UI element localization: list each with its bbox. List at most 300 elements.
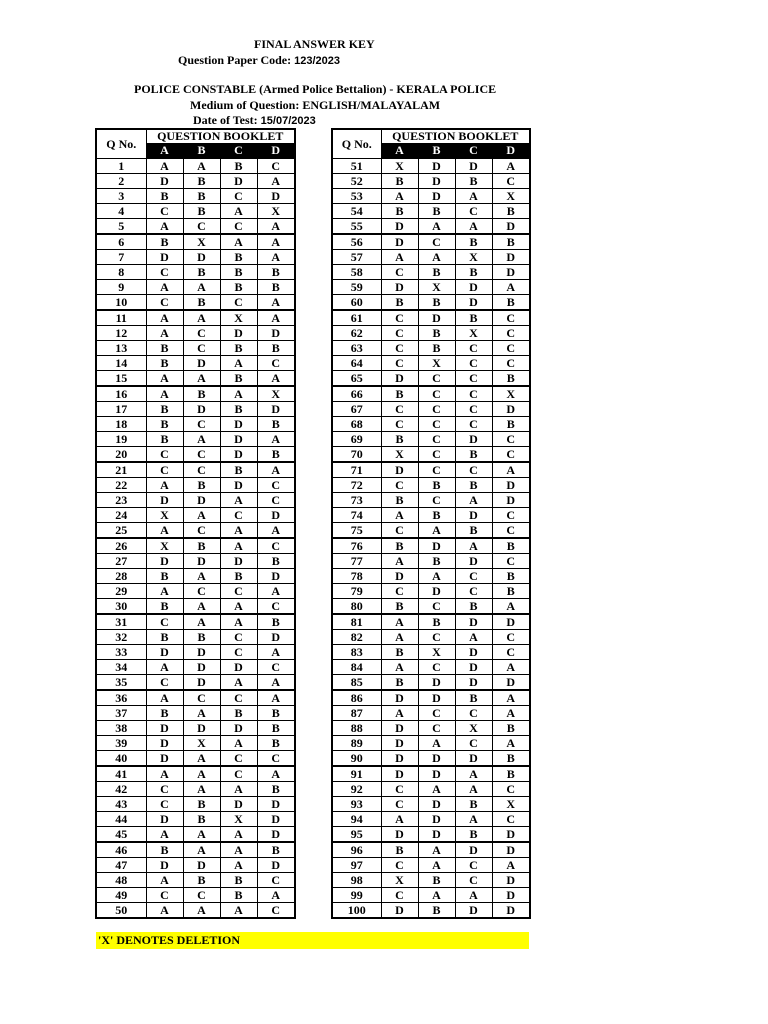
answer-cell-c: C [220,508,257,523]
answer-cell-b: A [183,371,220,387]
answer-cell-c: B [220,873,257,888]
answer-cell-a: C [381,797,418,812]
question-number-cell: 10 [96,295,146,311]
question-number-cell: 84 [332,660,381,675]
table-row [96,417,295,432]
question-number-cell: 34 [96,660,146,675]
answer-cell-d: D [257,797,295,812]
question-number-cell: 80 [332,599,381,615]
answer-cell-b: D [183,554,220,569]
table-row [332,265,530,280]
answer-cell-c: D [220,721,257,736]
table-row [96,842,295,858]
answer-cell-a: A [146,386,183,402]
answer-cell-d: B [492,204,530,219]
answer-cell-a: A [146,478,183,493]
question-number-cell: 43 [96,797,146,812]
question-number-cell: 35 [96,675,146,691]
answer-cell-b: D [183,675,220,691]
answer-cell-d: B [257,447,295,463]
table-row [96,402,295,417]
answer-cell-c: D [455,280,492,295]
table-row [96,265,295,280]
answer-cell-c: A [220,356,257,371]
answer-cell-d: B [257,614,295,630]
answer-cell-a: A [381,812,418,827]
answer-cell-a: B [146,189,183,204]
answer-cell-a: C [381,888,418,903]
answer-cell-c: D [220,326,257,341]
table-row [96,371,295,387]
answer-cell-b: B [183,812,220,827]
answer-cell-d: C [257,903,295,919]
answer-cell-c: C [220,690,257,706]
question-number-cell: 76 [332,538,381,554]
answer-cell-b: B [183,295,220,311]
answer-cell-a: B [381,174,418,189]
answer-cell-c: B [455,310,492,326]
table-row [96,432,295,447]
answer-cell-d: C [257,599,295,615]
answer-cell-d: B [257,417,295,432]
answer-cell-b: D [418,174,455,189]
answer-cell-b: B [183,478,220,493]
answer-cell-d: B [492,234,530,250]
question-number-cell: 57 [332,250,381,265]
answer-cell-c: B [220,706,257,721]
answer-cell-c: A [220,599,257,615]
question-number-cell: 65 [332,371,381,387]
table-row [96,326,295,341]
table-row [96,873,295,888]
answer-cell-b: D [183,356,220,371]
answer-cell-d: D [492,219,530,235]
series-header-b: B [183,143,220,158]
answer-cell-b: C [183,341,220,356]
answer-cell-b: X [183,736,220,751]
answer-cell-d: B [492,417,530,432]
answer-cell-c: A [220,736,257,751]
answer-cell-a: B [381,295,418,311]
answer-cell-b: C [183,447,220,463]
series-header-c: C [455,143,492,158]
answer-cell-d: X [257,386,295,402]
answer-cell-a: D [381,903,418,919]
answer-cell-a: C [381,858,418,873]
answer-cell-c: C [455,584,492,599]
answer-cell-c: D [220,478,257,493]
question-number-cell: 99 [332,888,381,903]
table-row [332,204,530,219]
answer-cell-c: C [220,751,257,767]
answer-cell-a: A [146,280,183,295]
answer-cell-c: D [220,554,257,569]
answer-cell-a: A [146,690,183,706]
question-number-cell: 46 [96,842,146,858]
answer-cell-c: C [455,858,492,873]
answer-cell-b: A [183,827,220,843]
answer-cell-c: C [455,736,492,751]
table-row [96,250,295,265]
answer-cell-a: B [381,645,418,660]
answer-cell-d: C [492,356,530,371]
question-number-cell: 39 [96,736,146,751]
answer-cell-c: C [455,417,492,432]
answer-cell-c: B [220,402,257,417]
table-row [332,766,530,782]
question-number-cell: 45 [96,827,146,843]
question-number-cell: 62 [332,326,381,341]
answer-cell-b: D [418,189,455,204]
qno-header: Q No. [332,129,381,159]
answer-cell-c: B [455,523,492,539]
table-row [96,280,295,295]
answer-cell-c: B [220,462,257,478]
table-row [96,797,295,812]
answer-cell-a: X [381,447,418,463]
medium-of-question: Medium of Question: ENGLISH/MALAYALAM [190,98,441,112]
answer-cell-d: B [492,295,530,311]
question-number-cell: 94 [332,812,381,827]
table-row [332,250,530,265]
answer-cell-b: C [418,371,455,387]
answer-cell-a: A [146,159,183,174]
answer-cell-c: C [455,873,492,888]
qp-label: Question Paper Code: [178,53,292,67]
answer-cell-a: B [146,417,183,432]
answer-cell-b: A [183,751,220,767]
question-number-cell: 17 [96,402,146,417]
answer-cell-a: B [381,538,418,554]
answer-cell-d: A [257,766,295,782]
table-row [96,310,295,326]
answer-cell-a: D [381,721,418,736]
table-row [332,660,530,675]
table-row [332,812,530,827]
answer-cell-d: C [492,341,530,356]
date-label: Date of Test: [193,113,258,127]
answer-cell-c: B [455,478,492,493]
answer-cell-b: B [183,204,220,219]
question-number-cell: 11 [96,310,146,326]
answer-cell-d: A [492,858,530,873]
answer-cell-b: B [418,204,455,219]
question-number-cell: 50 [96,903,146,919]
answer-cell-d: A [492,159,530,174]
answer-cell-d: D [257,858,295,873]
question-number-cell: 1 [96,159,146,174]
answer-cell-d: C [492,630,530,645]
answer-cell-b: X [418,356,455,371]
table-row [332,827,530,843]
answer-cell-d: A [257,234,295,250]
answer-cell-a: C [146,462,183,478]
question-number-cell: 15 [96,371,146,387]
question-number-cell: 42 [96,782,146,797]
answer-cell-c: D [220,660,257,675]
answer-cell-a: A [146,873,183,888]
answer-cell-c: A [220,858,257,873]
answer-cell-b: C [418,721,455,736]
question-number-cell: 58 [332,265,381,280]
answer-cell-d: D [257,569,295,584]
answer-cell-b: B [183,174,220,189]
answer-cell-b: B [183,538,220,554]
answer-cell-a: C [381,310,418,326]
answer-cell-d: A [257,675,295,691]
question-number-cell: 91 [332,766,381,782]
answer-cell-c: D [455,432,492,447]
answer-cell-d: D [492,250,530,265]
table-row [96,736,295,751]
answer-cell-d: C [257,538,295,554]
answer-cell-c: X [455,721,492,736]
question-number-cell: 48 [96,873,146,888]
table-row [332,599,530,615]
answer-cell-b: C [183,326,220,341]
answer-cell-c: D [220,417,257,432]
answer-cell-d: A [257,250,295,265]
answer-cell-b: B [418,326,455,341]
question-number-cell: 49 [96,888,146,903]
answer-cell-a: D [381,766,418,782]
answer-cell-c: D [455,903,492,919]
answer-cell-d: D [257,630,295,645]
answer-cell-c: B [455,797,492,812]
answer-cell-a: C [381,326,418,341]
question-number-cell: 18 [96,417,146,432]
table-row [332,797,530,812]
table-row [332,782,530,797]
answer-cell-b: D [183,721,220,736]
answer-cell-c: D [455,645,492,660]
answer-cell-c: X [455,326,492,341]
answer-cell-a: C [381,402,418,417]
question-number-cell: 85 [332,675,381,691]
table-row [332,675,530,691]
answer-cell-a: A [146,766,183,782]
answer-cell-b: D [418,584,455,599]
answer-cell-a: C [381,417,418,432]
answer-cell-b: A [183,310,220,326]
question-number-cell: 73 [332,493,381,508]
answer-cell-c: B [220,250,257,265]
answer-cell-c: A [220,523,257,539]
answer-cell-d: D [492,265,530,280]
answer-cell-c: A [220,386,257,402]
answer-cell-d: X [257,204,295,219]
answer-cell-c: B [220,341,257,356]
answer-cell-c: B [220,280,257,295]
question-number-cell: 33 [96,645,146,660]
answer-cell-c: C [455,356,492,371]
answer-cell-d: B [257,280,295,295]
question-number-cell: 71 [332,462,381,478]
answer-cell-d: A [257,462,295,478]
answer-cell-b: B [418,614,455,630]
answer-cell-c: B [455,447,492,463]
answer-cell-a: A [146,827,183,843]
answer-cell-d: C [492,523,530,539]
question-number-cell: 69 [332,432,381,447]
question-number-cell: 38 [96,721,146,736]
question-number-cell: 5 [96,219,146,235]
answer-cell-b: C [418,660,455,675]
table-row [96,706,295,721]
answer-cell-a: B [381,493,418,508]
answer-cell-c: A [455,782,492,797]
answer-cell-d: A [492,660,530,675]
answer-cell-c: B [455,827,492,843]
answer-cell-a: X [381,159,418,174]
answer-cell-c: D [220,174,257,189]
series-header-d: D [257,143,295,158]
table-row [332,295,530,311]
table-row [332,721,530,736]
answer-cell-a: C [381,478,418,493]
answer-cell-c: D [455,842,492,858]
question-number-cell: 75 [332,523,381,539]
table-row [96,599,295,615]
answer-cell-c: A [455,812,492,827]
table-row [96,523,295,539]
table-row [332,326,530,341]
answer-cell-d: C [492,508,530,523]
answer-cell-b: D [418,751,455,767]
answer-cell-b: D [183,250,220,265]
answer-cell-b: A [183,508,220,523]
answer-cell-b: C [418,599,455,615]
answer-cell-a: C [146,295,183,311]
answer-cell-c: A [220,614,257,630]
answer-cell-d: C [257,660,295,675]
table-row [332,706,530,721]
answer-cell-a: D [146,812,183,827]
table-row [332,842,530,858]
answer-cell-b: A [183,782,220,797]
answer-cell-c: A [220,842,257,858]
table-row [332,873,530,888]
answer-cell-a: C [146,797,183,812]
answer-cell-c: C [220,766,257,782]
answer-cell-c: B [455,599,492,615]
table-row [332,751,530,767]
question-number-cell: 14 [96,356,146,371]
date-of-test [193,113,316,128]
answer-cell-a: B [381,432,418,447]
table-row [96,690,295,706]
table-row [96,782,295,797]
answer-cell-a: D [381,736,418,751]
answer-cell-d: D [492,873,530,888]
answer-cell-d: D [492,827,530,843]
question-number-cell: 3 [96,189,146,204]
answer-cell-c: A [455,189,492,204]
answer-cell-d: B [492,584,530,599]
question-number-cell: 83 [332,645,381,660]
table-row [332,493,530,508]
table-row [96,478,295,493]
answer-cell-a: D [146,174,183,189]
answer-cell-c: B [220,371,257,387]
answer-cell-b: A [183,159,220,174]
answer-cell-b: D [418,690,455,706]
answer-cell-d: A [257,295,295,311]
answer-cell-d: A [257,219,295,235]
table-row [332,234,530,250]
answer-cell-d: C [257,873,295,888]
question-number-cell: 44 [96,812,146,827]
question-number-cell: 19 [96,432,146,447]
question-number-cell: 29 [96,584,146,599]
answer-cell-c: D [455,675,492,691]
answer-cell-b: C [183,417,220,432]
answer-cell-b: B [183,386,220,402]
table-row [96,569,295,584]
table-row [332,569,530,584]
table-row [96,675,295,691]
answer-cell-d: C [492,554,530,569]
post-name: POLICE CONSTABLE (Armed Police Bettalion) - KERALA POLICE [134,82,497,96]
table-row [96,721,295,736]
answer-cell-a: C [381,584,418,599]
table-row [96,189,295,204]
answer-cell-b: C [183,690,220,706]
answer-cell-d: C [492,812,530,827]
table-row [332,371,530,387]
question-number-cell: 82 [332,630,381,645]
answer-cell-b: A [418,569,455,584]
answer-cell-d: C [257,356,295,371]
question-number-cell: 89 [332,736,381,751]
answer-cell-d: D [257,508,295,523]
answer-cell-c: X [455,250,492,265]
answer-cell-a: D [381,280,418,295]
answer-cell-d: D [257,189,295,204]
question-number-cell: 52 [332,174,381,189]
answer-cell-a: A [146,584,183,599]
answer-cell-b: D [183,402,220,417]
answer-cell-a: D [381,219,418,235]
question-number-cell: 22 [96,478,146,493]
answer-cell-b: D [183,660,220,675]
answer-cell-d: B [492,721,530,736]
question-booklet-header: QUESTION BOOKLET [381,129,530,143]
answer-cell-a: D [381,751,418,767]
answer-cell-d: D [257,402,295,417]
answer-cell-b: A [183,903,220,919]
table-row [332,523,530,539]
answer-cell-a: C [381,341,418,356]
table-row [332,478,530,493]
question-number-cell: 67 [332,402,381,417]
answer-cell-a: D [146,751,183,767]
answer-cell-b: C [418,234,455,250]
answer-cell-c: D [220,797,257,812]
answer-cell-d: C [257,751,295,767]
answer-table-right [331,128,531,919]
question-number-cell: 66 [332,386,381,402]
answer-cell-a: B [146,706,183,721]
answer-cell-a: B [146,432,183,447]
question-number-cell: 6 [96,234,146,250]
answer-cell-b: A [183,569,220,584]
table-row [96,614,295,630]
answer-cell-a: D [146,858,183,873]
answer-cell-d: B [257,842,295,858]
question-number-cell: 12 [96,326,146,341]
answer-cell-a: D [381,462,418,478]
